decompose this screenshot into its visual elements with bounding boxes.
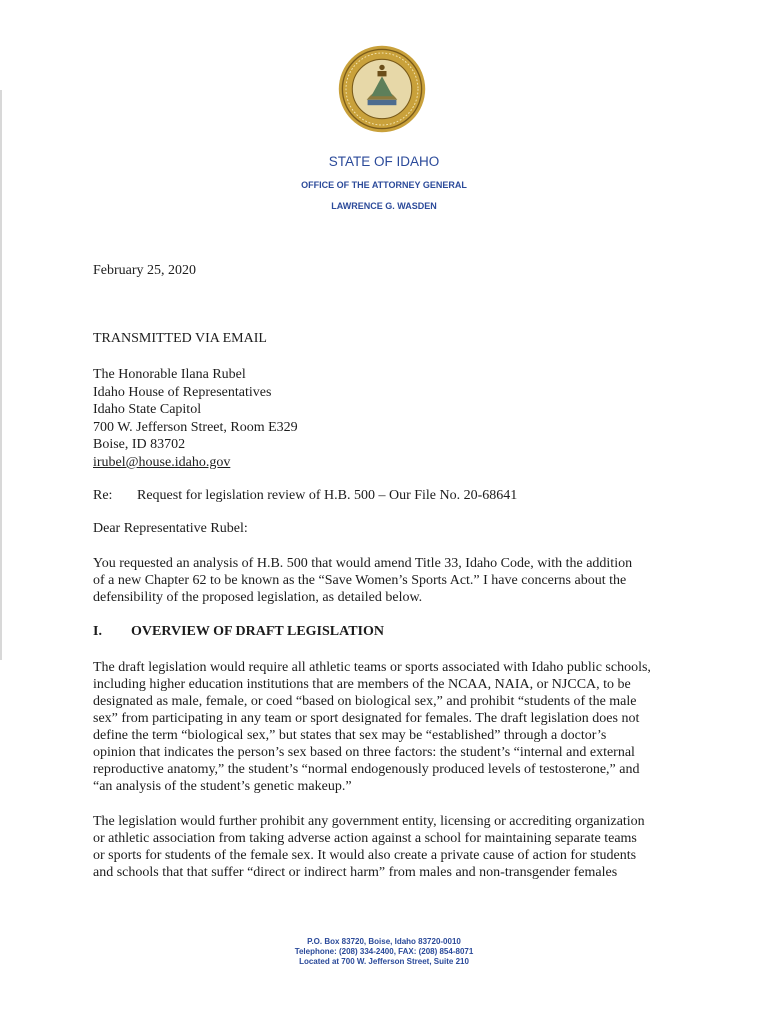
letter-date: February 25, 2020 bbox=[93, 263, 197, 278]
paragraph-line: of a new Chapter 62 to be known as the “Save Women’s Sports Act.” I have concerns about the bbox=[93, 573, 627, 588]
transmission-note: TRANSMITTED VIA EMAIL bbox=[93, 331, 267, 346]
paragraph-line: define the term “biological sex,” but states that sex may be “established” through a doctor’s bbox=[93, 728, 607, 743]
overview-paragraph-1 bbox=[93, 659, 679, 795]
recipient-address bbox=[93, 366, 298, 472]
paragraph-line: defensibility of the proposed legislation, as detailed below. bbox=[93, 590, 423, 605]
paragraph-line: sex” from participating in any team or sport designated for females. The draft legislation does not bbox=[93, 711, 640, 726]
re-subject: Request for legislation review of H.B. 500 – Our File No. 20-68641 bbox=[137, 488, 518, 503]
paragraph-line: The legislation would further prohibit any government entity, licensing or accrediting organization bbox=[93, 814, 645, 829]
section-number: I. bbox=[93, 624, 102, 639]
recipient-line: The Honorable Ilana Rubel bbox=[93, 367, 246, 382]
letterhead-state: STATE OF IDAHO bbox=[328, 154, 440, 169]
great-seal-of-idaho-icon bbox=[337, 44, 427, 134]
paragraph-line: or sports for students of the female sex. It would also create a private cause of action for students bbox=[93, 848, 637, 863]
overview-paragraph-2 bbox=[93, 813, 679, 881]
recipient-line: Idaho House of Representatives bbox=[93, 384, 272, 400]
recipient-line: 700 W. Jefferson Street, Room E329 bbox=[93, 419, 298, 435]
footer-phone: Telephone: (208) 334-2400, FAX: (208) 854-8071 bbox=[294, 947, 474, 956]
paragraph-line: including higher education institutions that are members of the NCAA, NAIA, or NJCCA, to be bbox=[93, 677, 631, 692]
paragraph-line: and schools that that suffer “direct or indirect harm” from males and non-transgender females bbox=[93, 865, 618, 880]
section-heading: OVERVIEW OF DRAFT LEGISLATION bbox=[131, 624, 384, 639]
paragraph-line: “an analysis of the student’s genetic makeup.” bbox=[93, 779, 352, 794]
footer-address: P.O. Box 83720, Boise, Idaho 83720-0010 bbox=[307, 937, 461, 946]
salutation: Dear Representative Rubel: bbox=[93, 521, 248, 536]
letterhead-attorney: LAWRENCE G. WASDEN bbox=[331, 201, 437, 211]
paragraph-line: You requested an analysis of H.B. 500 that would amend Title 33, Idaho Code, with the addition bbox=[93, 556, 633, 571]
paragraph-line: designated as male, female, or coed “based on biological sex,” and prohibit “students of the male bbox=[93, 694, 637, 709]
intro-paragraph bbox=[93, 555, 679, 606]
paragraph-line: opinion that indicates the person’s sex based on three factors: the student’s “internal and external bbox=[93, 745, 635, 760]
letterhead-office: OFFICE OF THE ATTORNEY GENERAL bbox=[301, 180, 467, 190]
paragraph-line: reproductive anatomy,” the student’s “normal endogenously produced levels of testosterone,” and bbox=[93, 762, 640, 777]
recipient-line: Idaho State Capitol bbox=[93, 402, 202, 418]
footer-location: Located at 700 W. Jefferson Street, Suite 210 bbox=[299, 957, 469, 966]
recipient-line: Boise, ID 83702 bbox=[93, 437, 186, 453]
recipient-email-link[interactable]: irubel@house.idaho.gov bbox=[93, 454, 231, 470]
re-label: Re: bbox=[93, 488, 113, 503]
letter-footer bbox=[0, 937, 768, 967]
paragraph-line: The draft legislation would require all athletic teams or sports associated with Idaho public schools, bbox=[93, 660, 651, 675]
scan-edge bbox=[0, 90, 2, 660]
paragraph-line: or athletic association from taking adverse action against a school for maintaining separate teams bbox=[93, 831, 637, 846]
